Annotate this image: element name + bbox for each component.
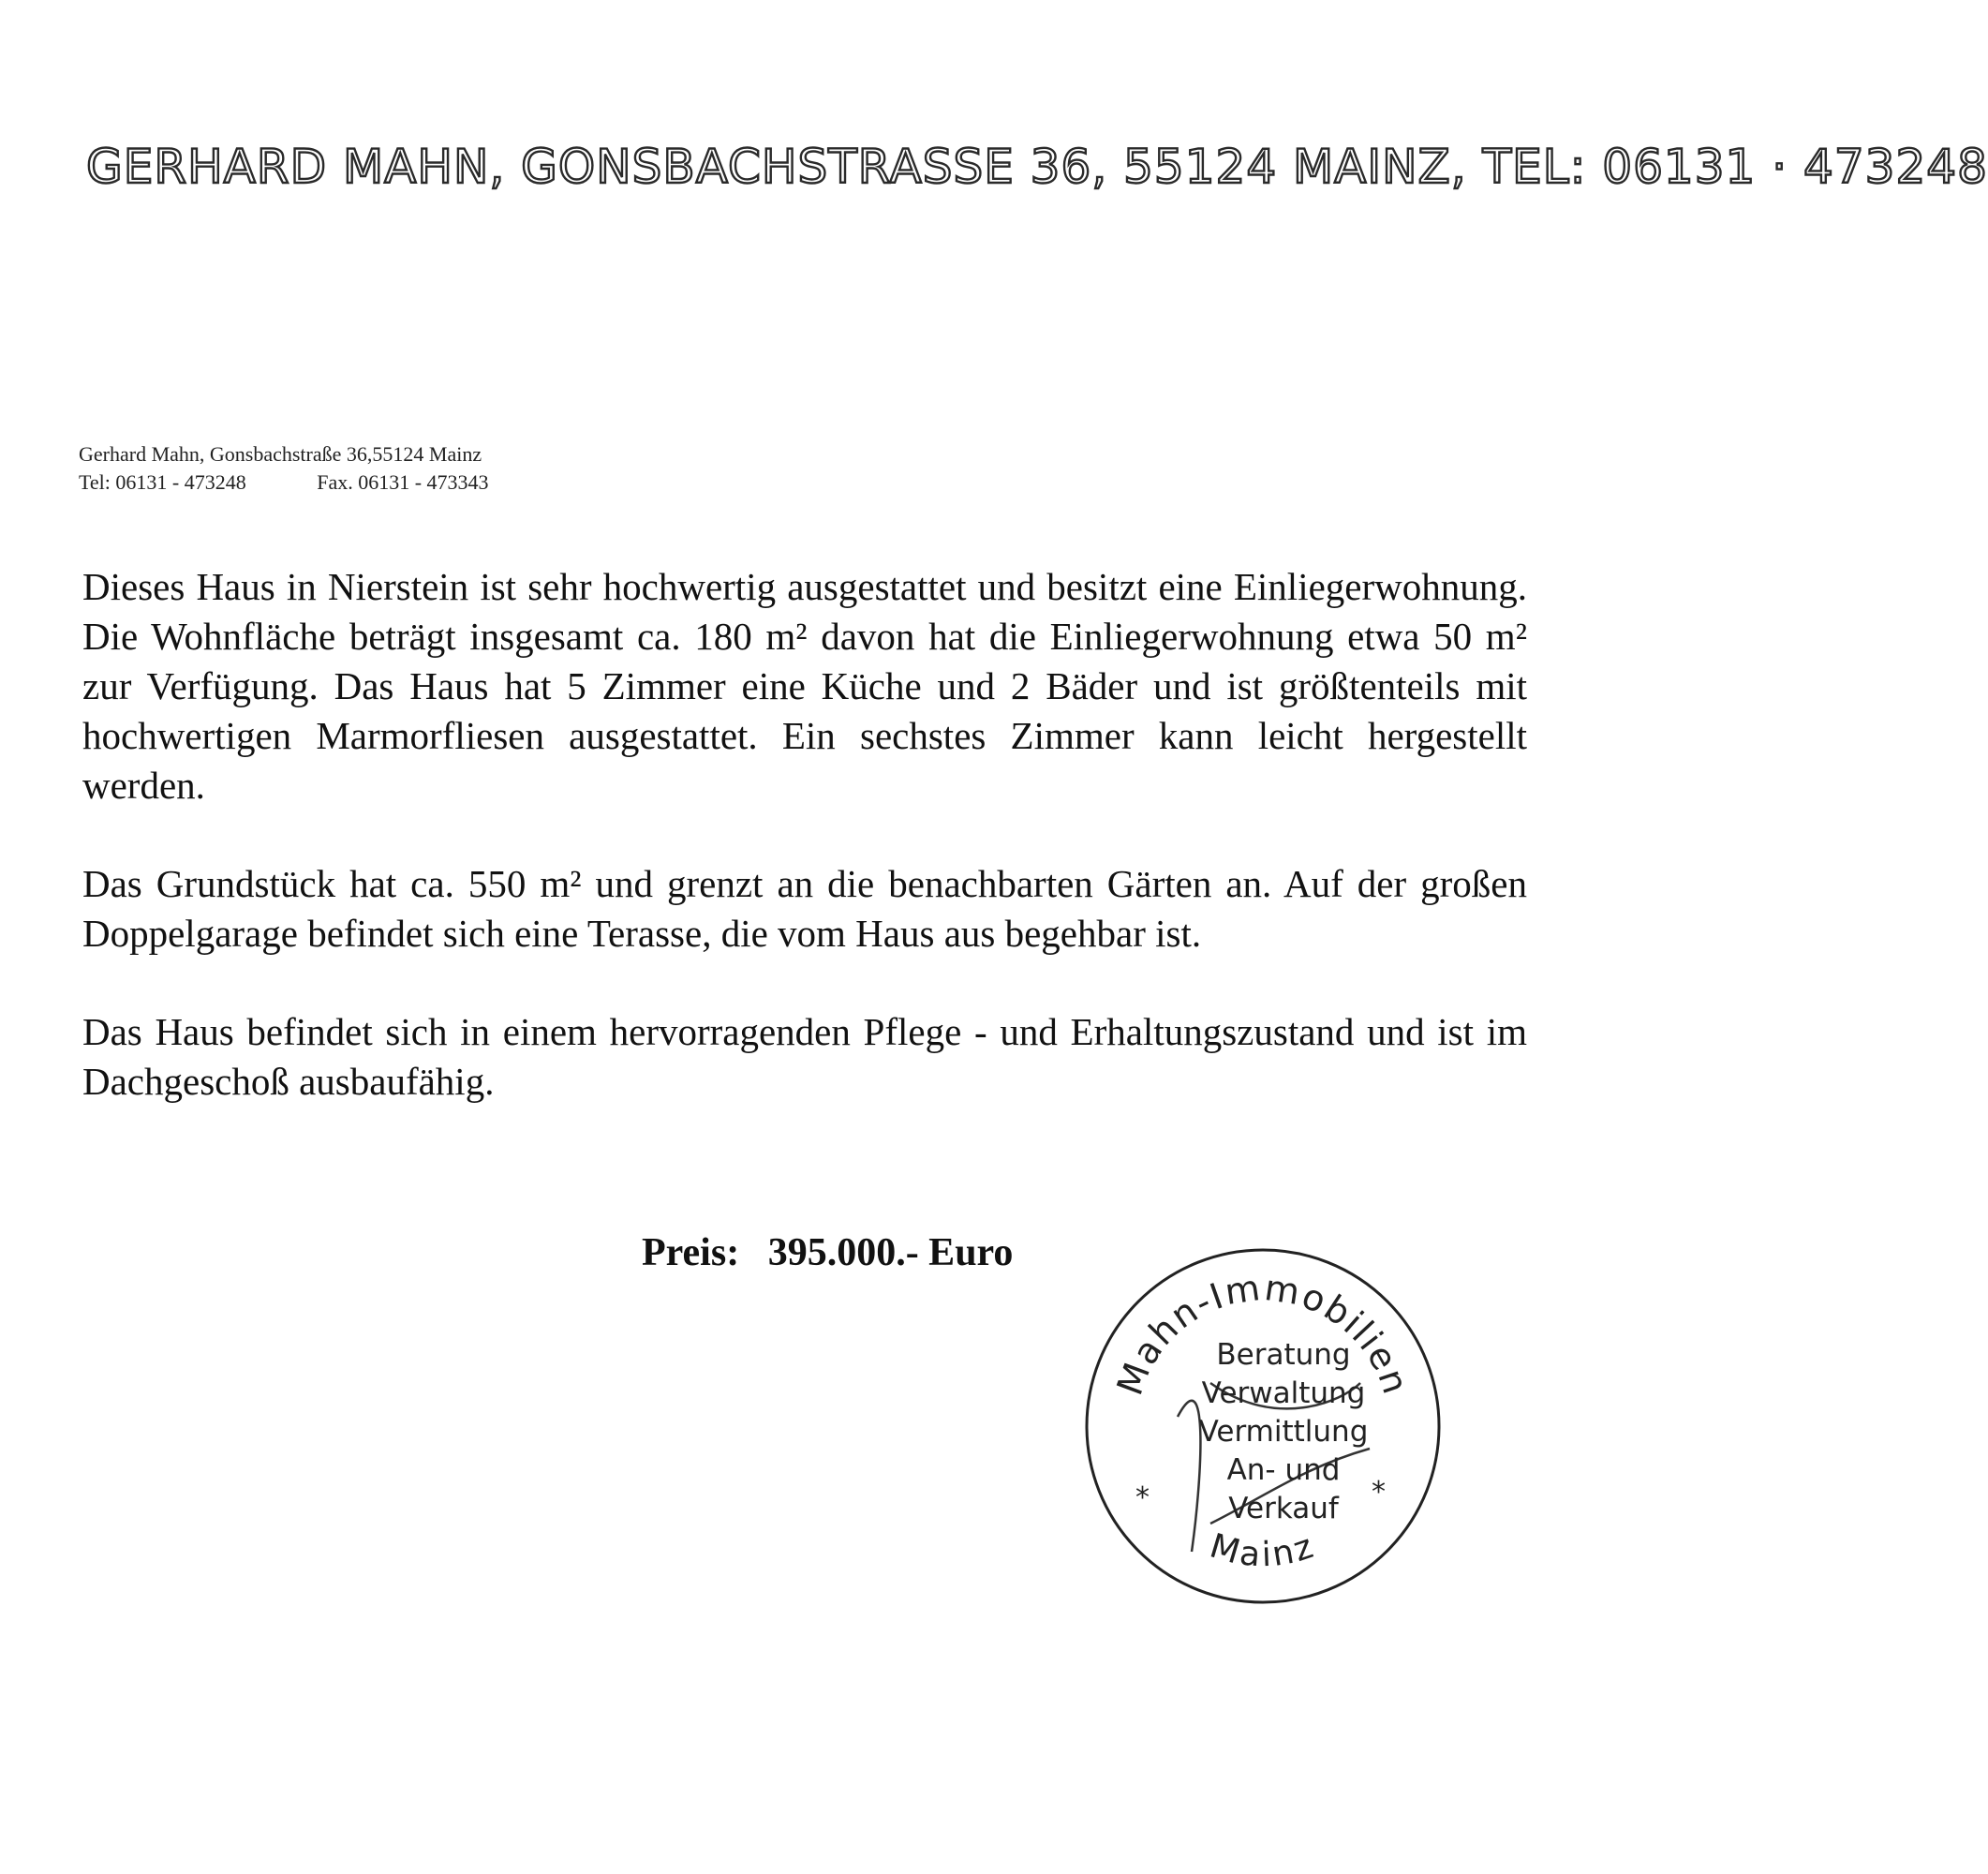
stamp-line: An- und: [1226, 1453, 1341, 1487]
sender-contact: [79, 468, 489, 497]
price-value: 395.000.- Euro: [767, 1231, 1014, 1274]
stamp-service-lines: [1190, 1336, 1377, 1528]
paragraph-property: Das Grundstück hat ca. 550 m² und grenzt an die benachbarten Gärten an. Auf der großen Doppelgarage befindet sich eine Terasse, die vom Haus aus begehbar ist.: [82, 862, 1527, 955]
sender-address: Gerhard Mahn, Gonsbachstraße 36,55124 Mainz: [79, 442, 482, 466]
stamp-line: Beratung: [1216, 1338, 1351, 1372]
company-stamp: [1079, 1242, 1446, 1610]
stamp-arc-bottom: Mainz: [1205, 1526, 1321, 1575]
paragraph-features: Dieses Haus in Nierstein ist sehr hochwertig ausgestattet und besitzt eine Einliegerwohnung. Die Wohnfläche beträgt insgesamt ca. 180 m² davon hat die Einliegerwohnung etwa 50 m² zur Verfügung. Das Haus hat 5 Zimmer eine Küche und 2 Bäder und ist größtenteils mit hochwertigen Marmorfliesen ausgestattet. Ein sechstes Zimmer kann leicht hergestellt werden.: [82, 565, 1527, 807]
sender-fax: Fax. 06131 - 473343: [317, 470, 489, 494]
star-icon: *: [1372, 1476, 1386, 1509]
paragraph-condition: Das Haus befindet sich in einem hervorragenden Pflege - und Erhaltungszustand und ist im Dachgeschoß ausbaufähig.: [82, 1010, 1527, 1103]
price-label: Preis:: [642, 1231, 740, 1274]
star-icon: *: [1135, 1481, 1150, 1514]
description-body: [82, 562, 1527, 1155]
stamp-arc-top: Mahn-Immobilien: [1108, 1266, 1417, 1401]
stamp-line: Vermittlung: [1198, 1415, 1369, 1449]
stamp-line: Verkauf: [1228, 1492, 1339, 1525]
letterhead-text: GERHARD MAHN, GONSBACHSTRASSE 36, 55124 MAINZ, TEL: 06131 · 473248: [86, 140, 1988, 194]
letterhead: [86, 139, 1988, 195]
sender-tel: Tel: 06131 - 473248: [79, 470, 246, 494]
stamp-line: Verwaltung: [1201, 1376, 1366, 1410]
sender-block: [79, 440, 489, 497]
price-line: [642, 1230, 1013, 1275]
